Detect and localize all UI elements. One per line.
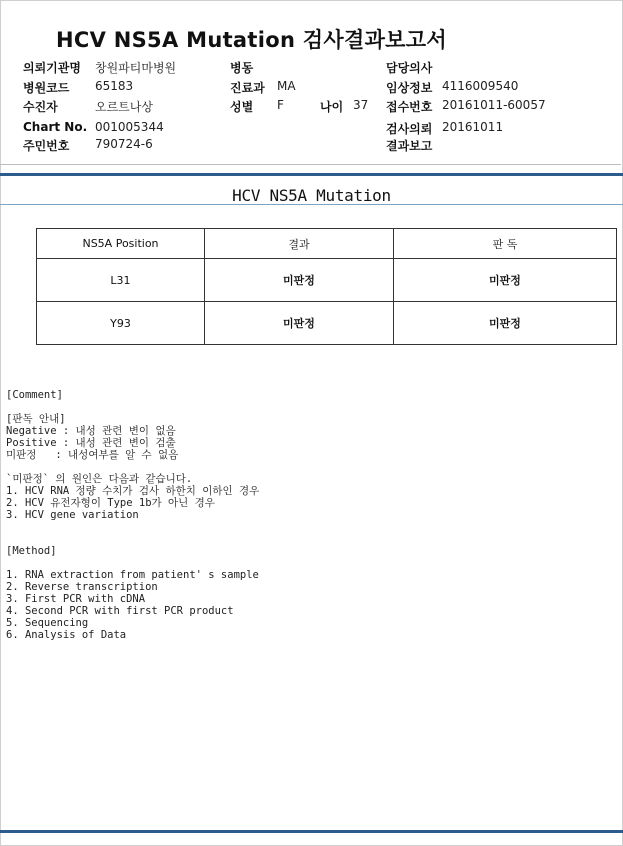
department-value: MA: [277, 79, 296, 93]
hospital-code-value: 65183: [95, 79, 134, 93]
reason-intro: `미판정` 의 원인은 다음과 같습니다.: [6, 473, 193, 485]
cell-result: 미판정: [205, 259, 394, 302]
header-divider: [0, 173, 623, 176]
reason-line: 3. HCV gene variation: [6, 509, 139, 521]
reason-line: 2. HCV 유전자형이 Type 1b가 아닌 경우: [6, 497, 215, 509]
cell-position: Y93: [37, 302, 205, 345]
method-step: 6. Analysis of Data: [6, 629, 127, 641]
table-row: [37, 302, 617, 345]
method-step: 5. Sequencing: [6, 617, 89, 629]
physician-label: 담당의사: [386, 61, 433, 75]
examinee-label: 수진자: [23, 100, 58, 114]
header-result: 결과: [205, 229, 394, 259]
request-date-label: 검사의뢰: [386, 122, 433, 136]
institution-label: 의뢰기관명: [23, 61, 81, 75]
guide-line: Positive : 내성 관련 변이 검출: [6, 437, 176, 449]
clinical-info-value: 4116009540: [442, 79, 519, 93]
cell-result: 미판정: [205, 302, 394, 345]
age-value: 37: [353, 98, 369, 112]
method-step: 3. First PCR with cDNA: [6, 593, 146, 605]
header-interpretation: 판 독: [394, 229, 617, 259]
results-table: [36, 228, 617, 345]
hospital-code-label: 병원코드: [23, 81, 70, 95]
chart-no-value: 001005344: [95, 120, 164, 134]
section-title: HCV NS5A Mutation: [232, 186, 391, 205]
sex-value: F: [277, 98, 284, 112]
institution-value: 창원파티마병원: [95, 61, 177, 75]
guide-heading: [판독 안내]: [6, 413, 66, 425]
examinee-value: 오르트나상: [95, 100, 153, 114]
department-label: 진료과: [230, 81, 265, 95]
chart-no-label: Chart No.: [23, 120, 88, 134]
ward-label: 병동: [230, 61, 254, 75]
cell-interpretation: 미판정: [394, 302, 617, 345]
cell-position: L31: [37, 259, 205, 302]
id-no-label: 주민번호: [23, 139, 70, 153]
footer-divider: [0, 830, 623, 833]
cell-interpretation: 미판정: [394, 259, 617, 302]
clinical-info-label: 임상정보: [386, 81, 433, 95]
comment-heading: [Comment]: [6, 389, 63, 401]
guide-line: Negative : 내성 관련 변이 없음: [6, 425, 176, 437]
method-step: 1. RNA extraction from patient' s sample: [6, 569, 259, 581]
report-title: HCV NS5A Mutation 검사결과보고서: [56, 28, 447, 52]
request-date-value: 20161011: [442, 120, 504, 134]
reason-line: 1. HCV RNA 정량 수치가 검사 하한치 이하인 경우: [6, 485, 260, 497]
header-position: NS5A Position: [37, 229, 205, 259]
report-header: [0, 4, 621, 165]
age-label: 나이: [320, 100, 344, 114]
receipt-no-value: 20161011-60057: [442, 98, 546, 112]
receipt-no-label: 접수번호: [386, 100, 433, 114]
table-header-row: [37, 229, 617, 259]
result-report-label: 결과보고: [386, 139, 433, 153]
method-heading: [Method]: [6, 545, 57, 557]
guide-line: 미판정 : 내성여부를 알 수 없음: [6, 449, 179, 461]
table-row: [37, 259, 617, 302]
method-step: 4. Second PCR with first PCR product: [6, 605, 234, 617]
id-no-value: 790724-6: [95, 137, 153, 151]
sex-label: 성별: [230, 100, 254, 114]
method-step: 2. Reverse transcription: [6, 581, 158, 593]
